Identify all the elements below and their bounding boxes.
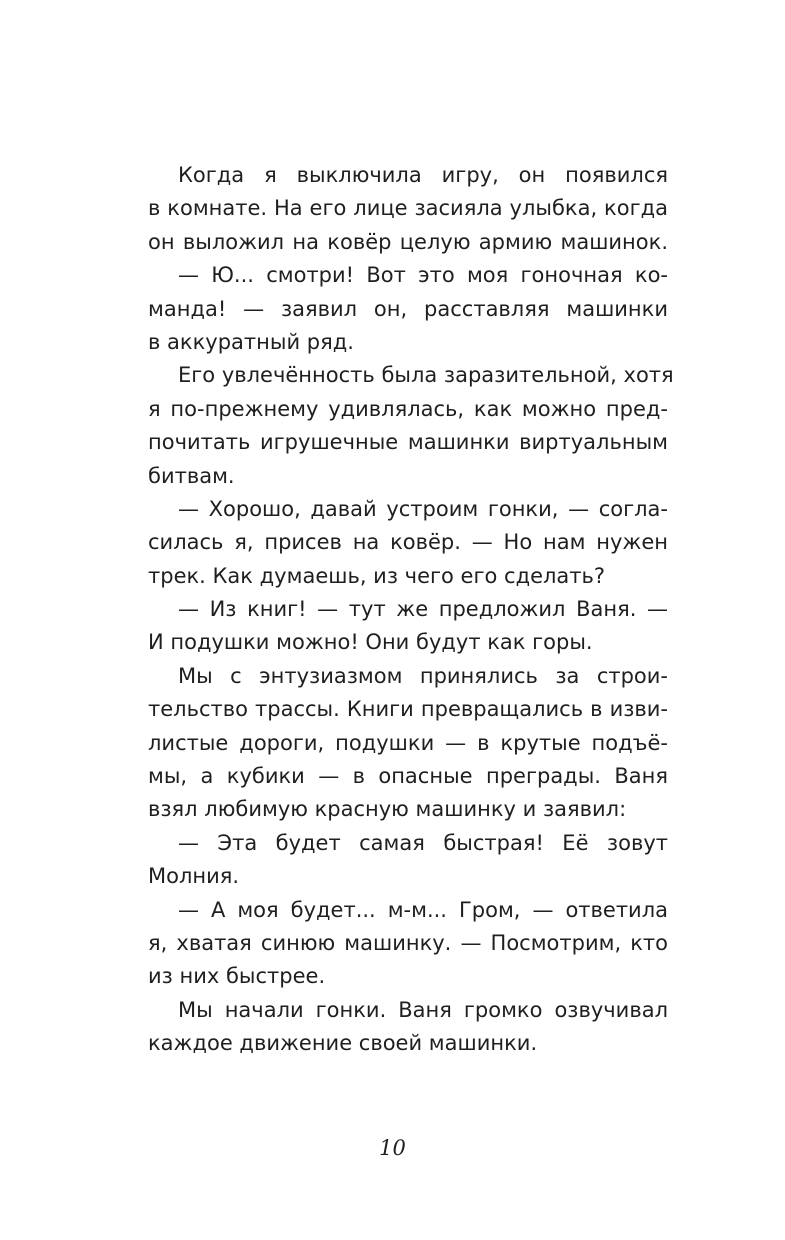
text-line: трек. Как думаешь, из чего его сделать? <box>148 563 606 588</box>
text-line: манда! — заявил он, расставляя машинки <box>148 296 668 321</box>
text-line: — Из книг! — тут же предложил Ваня. — <box>178 597 668 622</box>
body-text <box>148 159 674 1061</box>
page-number: 10 <box>379 1136 406 1160</box>
paragraph <box>148 894 668 994</box>
paragraph <box>148 660 668 827</box>
text-line: Его увлечённость была заразительной, хотя <box>178 363 674 388</box>
text-line: Мы начали гонки. Ваня громко озвучивал <box>178 997 668 1022</box>
text-line: Мы с энтузиазмом принялись за строи- <box>178 663 668 688</box>
paragraph <box>148 593 668 660</box>
text-line: — А моя будет... м-м... Гром, — ответила <box>178 897 668 922</box>
text-line: взял любимую красную машинку и заявил: <box>148 797 627 822</box>
text-line: из них быстрее. <box>148 964 326 989</box>
text-line: силась я, присев на ковёр. — Но нам нужен <box>148 530 668 555</box>
text-line: почитать игрушечные машинки виртуальным <box>148 430 668 455</box>
text-line: он выложил на ковёр целую армию машинок. <box>148 229 668 254</box>
text-line: битвам. <box>148 463 235 488</box>
text-line: в комнате. На его лице засияла улыбка, когда <box>148 196 668 221</box>
text-line: в аккуратный ряд. <box>148 329 354 354</box>
text-line: мы, а кубики — в опасные преграды. Ваня <box>148 764 668 789</box>
text-line: — Хорошо, давай устроим гонки, — согла- <box>178 496 668 521</box>
text-line: каждое движение своей машинки. <box>148 1031 538 1056</box>
text-line: Когда я выключила игру, он появился <box>178 163 668 187</box>
paragraph <box>148 259 668 359</box>
text-line: я по-прежнему удивлялась, как можно пред- <box>148 396 668 421</box>
paragraph <box>148 493 668 593</box>
text-line: — Ю... смотри! Вот это моя гоночная ко- <box>178 263 668 288</box>
paragraph <box>148 159 668 259</box>
text-line: — Эта будет самая быстрая! Её зовут <box>178 830 668 855</box>
text-line: листые дороги, подушки — в крутые подъё- <box>148 730 668 755</box>
text-line: тельство трассы. Книги превращались в изви- <box>148 697 668 722</box>
paragraph <box>148 827 668 894</box>
text-line: Молния. <box>148 864 240 889</box>
paragraph <box>148 994 668 1061</box>
paragraph <box>148 359 674 493</box>
text-line: И подушки можно! Они будут как горы. <box>148 630 593 655</box>
text-line: я, хватая синюю машинку. — Посмотрим, кто <box>148 930 668 955</box>
